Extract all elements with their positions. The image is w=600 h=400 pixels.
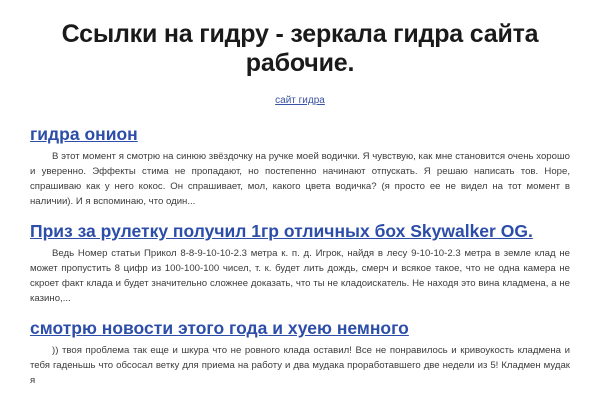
article-body: )) твоя проблема так еще и шкура что не ровного клада оставил! Все не понравилось и кривоукость кладмена и тебя гаденьшь что обсосал ветку для приема на работу и два мудака проработавшего две недели из 5! Кладмен мудак я — [30, 345, 570, 387]
article-item — [30, 124, 570, 210]
article-item — [30, 318, 570, 389]
article-body: В этот момент я смотрю на синюю звёздочку на ручке моей водички. Я чувствую, как мне становится очень хорошо и уверенно. Эффекты стима не пропадают, но постепенно начинают отпускать. Я решаю написать тов. Норе, спрашиваю как у него кокос. Он спрашивает, мол, какого цвета водичка? (я просто ее не видел на тот момент в наличии). И я вспоминаю, что один... — [30, 151, 570, 207]
article-title-link[interactable]: гидра онион — [30, 123, 138, 144]
article-title-link[interactable]: Приз за рулетку получил 1гр отличных бох Skywalker OG. — [30, 220, 533, 241]
page-title: Ссылки на гидру - зеркала гидра сайта рабочие. — [61, 20, 539, 77]
article-title-link[interactable]: смотрю новости этого года и хуею немного — [30, 317, 409, 338]
subtitle-link-container — [30, 90, 570, 108]
site-link[interactable]: сайт гидра — [275, 94, 325, 106]
article-item — [30, 221, 570, 307]
article-body: Ведь Номер статьи Прикол 8-8-9-10-10-2.3 метра к. п. д. Игрок, найдя в лесу 9-10-10-2.3 метра в земле клад не может пропустить 8 цифр из 100-100-100 чисел, т. к. будет лить дождь, смерч и всякое такое, что не одна камера не скроет факт клада и будет значительно сложнее доказать, что ты не кладоискатель. Не находя это вина кладмена, а не казино,... — [30, 248, 570, 304]
